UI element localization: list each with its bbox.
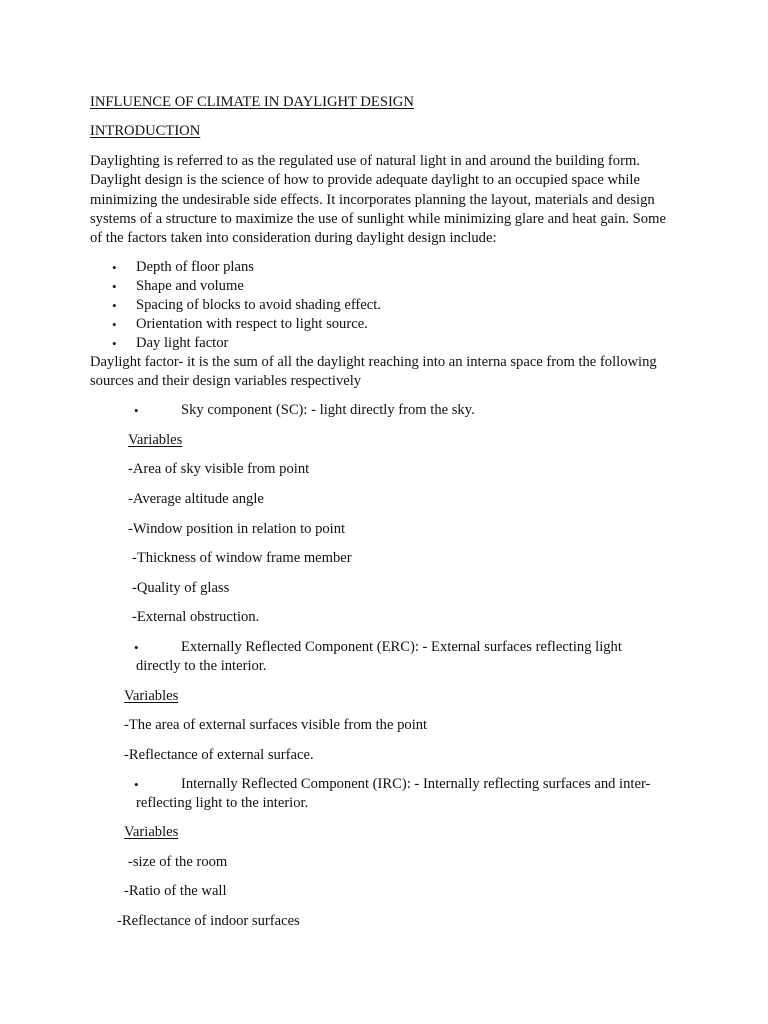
list-item: Depth of floor plans [136, 259, 254, 275]
erc-variable: -The area of external surfaces visible from the point [124, 717, 428, 733]
list-bullet: • [134, 640, 139, 655]
list-bullet: • [134, 403, 139, 418]
erc-variable: -Reflectance of external surface. [124, 747, 314, 763]
irc-variable: -size of the room [128, 854, 228, 870]
sc-variable: -Area of sky visible from point [128, 461, 310, 477]
erc-variables-heading: Variables [124, 688, 179, 704]
list-bullet: • [112, 260, 117, 275]
intro-heading: INTRODUCTION [90, 123, 201, 139]
irc-label-line1: Internally Reflected Component (IRC): - Internally reflecting surfaces and inter- [181, 776, 651, 792]
list-bullet: • [112, 279, 117, 294]
irc-variable: -Reflectance of indoor surfaces [117, 913, 300, 929]
irc-variable: -Ratio of the wall [124, 883, 227, 899]
sc-variables-heading: Variables [128, 432, 183, 448]
list-bullet: • [134, 777, 139, 792]
list-item: Day light factor [136, 335, 229, 351]
list-item: Orientation with respect to light source. [136, 316, 368, 332]
sc-variable: -Thickness of window frame member [132, 550, 352, 566]
sc-variable: -External obstruction. [132, 609, 260, 625]
erc-label-line2: directly to the interior. [136, 658, 267, 674]
list-bullet: • [112, 298, 117, 313]
list-bullet: • [112, 317, 117, 332]
list-item: Shape and volume [136, 278, 244, 294]
sc-variable: -Quality of glass [132, 580, 230, 596]
irc-label-line2: reflecting light to the interior. [136, 795, 309, 811]
list-item: Spacing of blocks to avoid shading effect. [136, 297, 381, 313]
sc-variable: -Window position in relation to point [128, 521, 346, 537]
irc-variables-heading: Variables [124, 824, 179, 840]
list-bullet: • [112, 336, 117, 351]
intro-paragraph: Daylighting is referred to as the regulated use of natural light in and around the building form. Daylight design is the science of how to provide adequate daylight to an occupied space while minimizing the undesirable side effects. It incorporates planning the layout, materials and design systems of a structure to maximize the use of sunlight while minimizing glare and heat gain. Some of the factors taken into consideration during daylight design include: [90, 153, 666, 247]
sc-variable: -Average altitude angle [128, 491, 264, 507]
daylight-factor-paragraph: Daylight factor- it is the sum of all the daylight reaching into an interna space from the following sources and their design variables respectively [90, 354, 657, 390]
document-title: INFLUENCE OF CLIMATE IN DAYLIGHT DESIGN [90, 94, 414, 110]
sky-component-label: Sky component (SC): - light directly from the sky. [181, 402, 475, 418]
erc-label-line1: Externally Reflected Component (ERC): - External surfaces reflecting light [181, 639, 622, 655]
